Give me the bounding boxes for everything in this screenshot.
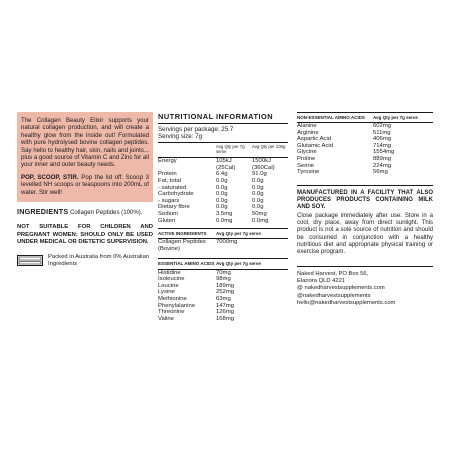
essential-amino-row <box>158 276 288 283</box>
nutrition-title: NUTRITIONAL INFORMATION <box>158 112 288 124</box>
nutrition-row-name: Dietary fibre <box>158 204 190 211</box>
nutrition-row <box>158 218 288 225</box>
origin-statement <box>17 254 153 268</box>
nonessential-amino-row-name: Glutamic Acid <box>297 142 334 149</box>
essential-amino-row-name: Histidine <box>158 269 181 276</box>
nonessential-amino-row-serve: 889mg <box>373 156 392 163</box>
nonessential-amino-table <box>297 112 433 176</box>
origin-text: Packed in Australia from 0% Australian Ingredients <box>48 254 150 268</box>
nutrition-row-name: Energy <box>158 158 177 165</box>
nutrition-row-serve: 0.0g <box>216 197 228 204</box>
essential-amino-row-serve: 168mg <box>216 315 235 322</box>
nutrition-row <box>158 171 288 178</box>
nonessential-amino-header <box>297 113 433 123</box>
nonessential-col-header: Avg Qty per 7g serve <box>373 115 418 120</box>
nutrition-row-serve: 3.5mg <box>216 210 233 217</box>
essential-amino-table <box>158 258 288 322</box>
nutrition-row <box>158 158 288 172</box>
nutrition-row-per100: 1500kJ (360Cal) <box>252 158 275 171</box>
essential-amino-row-serve: 70mg <box>216 269 231 276</box>
essential-amino-row <box>158 316 288 323</box>
essential-amino-row-name: Methionine <box>158 295 187 302</box>
nonessential-amino-row <box>297 136 433 143</box>
essential-amino-row <box>158 289 288 296</box>
nonessential-amino-row-name: Tyrosine <box>297 169 320 176</box>
nonessential-amino-row-serve: 1554mg <box>373 149 395 156</box>
warning-text: NOT SUITABLE FOR CHILDREN AND PREGNANT WOMEN: SHOULD ONLY BE USED UNDER MEDICAL OR DIETETIC SUPERVISION. <box>17 224 153 245</box>
nonessential-amino-row-serve: 224mg <box>373 162 392 169</box>
active-row-serve: 7000mg <box>216 239 238 246</box>
nonessential-amino-row <box>297 130 433 137</box>
nutrition-row <box>158 211 288 218</box>
nonessential-amino-row <box>297 123 433 130</box>
instagram-handle[interactable]: @nakedharvestsupplements <box>297 292 371 299</box>
nonessential-amino-row <box>297 169 433 176</box>
essential-amino-row-name: Leucine <box>158 282 179 289</box>
essential-heading: ESSENTIAL AMINO ACIDS <box>158 261 215 267</box>
nutrition-row-name: - sugars <box>158 197 180 204</box>
nutrition-table <box>158 143 288 224</box>
nonessential-amino-row <box>297 156 433 163</box>
nonessential-amino-row-name: Proline <box>297 156 316 163</box>
nutrition-row-name: Fat, total <box>158 178 181 184</box>
nutrition-row-serve: 0.0g <box>216 178 228 184</box>
nutrition-row-name: Sodium <box>158 210 178 217</box>
nutrition-row <box>158 178 288 185</box>
nutrition-row-serve: 0.0g <box>216 204 228 211</box>
company-address <box>297 266 433 308</box>
left-column <box>17 112 153 268</box>
serving-info <box>158 126 288 143</box>
nutrition-panel <box>158 112 288 322</box>
nutrition-row-name: Protein <box>158 171 177 178</box>
nonessential-amino-row-name: Aspartic Acid <box>297 136 332 143</box>
active-row <box>158 239 288 253</box>
essential-amino-row <box>158 269 288 276</box>
active-col-header: Avg Qty per 7g serve <box>216 231 261 237</box>
address-line-1: Naked Harvest, PO Box 56, <box>297 270 369 277</box>
nutrition-row-serve: 0.0g <box>216 184 228 191</box>
nutrition-row <box>158 191 288 198</box>
nutrition-row-per100: 0.0g <box>252 204 264 211</box>
essential-amino-row <box>158 303 288 310</box>
nutrition-row-per100: 50mg <box>252 210 267 217</box>
essential-amino-row-serve: 126mg <box>216 309 235 316</box>
nonessential-amino-row <box>297 163 433 170</box>
nonessential-amino-row-serve: 602mg <box>373 123 392 130</box>
ingredients <box>17 208 153 216</box>
nutrition-row-per100: 0.0g <box>252 197 264 204</box>
nutrition-row <box>158 204 288 211</box>
essential-amino-row-name: Lysine <box>158 289 175 296</box>
nonessential-amino-row-name: Serine <box>297 162 315 169</box>
nutrition-row-per100: 0.0mg <box>252 217 269 224</box>
essential-amino-row-name: Valine <box>158 315 174 322</box>
nutrition-table-header <box>158 143 288 157</box>
nutrition-row-name: Carbohydrate <box>158 191 194 198</box>
nonessential-amino-row-name: Glycine <box>297 149 317 156</box>
nutrition-row-per100: 0.0g <box>252 184 264 191</box>
nutrition-row-serve: 0.0g <box>216 191 228 198</box>
header-per-100g: Avg Qty per 100g <box>252 144 286 150</box>
nonessential-amino-row-serve: 56mg <box>373 169 388 176</box>
email-link[interactable]: hello@nakedharvestsupplements.com <box>297 300 396 307</box>
essential-amino-row-serve: 98mg <box>216 276 231 283</box>
nonessential-amino-row <box>297 143 433 150</box>
nutrition-row <box>158 198 288 205</box>
nonessential-amino-row-serve: 714mg <box>373 142 392 149</box>
care-instructions: Close package immediately after use. Store in a cool, dry place, away from direct sunlight. This product is not a sole source of nutrition and should be consumed in conjunction with a healthy nutritious diet and appropriate physical training or exercise program. <box>297 212 433 256</box>
nonessential-heading: NON-ESSENTIAL AMINO ACIDS <box>297 115 365 120</box>
directions <box>21 174 149 196</box>
nutrition-row-name: - saturated <box>158 184 187 191</box>
nutrition-row-per100: 0.0g <box>252 191 264 198</box>
essential-amino-row-name: Threonine <box>158 309 185 316</box>
nutrition-row-per100: 91.0g <box>252 171 267 178</box>
nonessential-amino-row <box>297 149 433 156</box>
essential-amino-row-name: Isoleucine <box>158 276 185 283</box>
essential-amino-row-serve: 63mg <box>216 295 231 302</box>
nonessential-amino-row-serve: 511mg <box>373 129 391 136</box>
nutrition-row-serve: 0.0mg <box>216 217 233 224</box>
nutrition-row-name: Gluten <box>158 217 176 224</box>
website-link[interactable]: @ nakedharvestsupplements.com <box>297 285 385 292</box>
address-line-2: Elanora QLD 4221 <box>297 277 346 284</box>
active-ingredients-table <box>158 228 288 252</box>
active-heading: ACTIVE INGREDIENTS <box>158 231 207 237</box>
essential-amino-header <box>158 259 288 269</box>
essential-amino-row-serve: 147mg <box>216 302 235 309</box>
directions-heading: POP, SCOOP, STIR. <box>21 173 79 181</box>
ingredients-text: Collagen Peptides (100%). <box>70 209 143 217</box>
essential-amino-row <box>158 283 288 290</box>
nutrition-row <box>158 185 288 192</box>
right-column <box>297 112 433 308</box>
essential-amino-row <box>158 309 288 316</box>
ingredients-heading: INGREDIENTS <box>17 207 69 217</box>
nutrition-row-serve: 105kJ (25Cal) <box>216 158 236 171</box>
nutrition-row-per100: 0.0g <box>252 178 264 184</box>
essential-col-header: Avg Qty per 7g serve <box>216 261 261 267</box>
nonessential-amino-row-name: Alanine <box>297 123 317 130</box>
active-ingredients-header <box>158 229 288 239</box>
header-per-serve: Avg Qty per 7g serve <box>216 144 245 155</box>
manufacture-statement: MANUFACTURED IN A FACILITY THAT ALSO PRODUCES PRODUCTS CONTAINING MILK AND SOY. <box>297 185 433 212</box>
nonessential-amino-row-name: Arginine <box>297 129 319 136</box>
nonessential-amino-row-serve: 406mg <box>373 136 392 143</box>
intro-panel <box>17 112 153 202</box>
directions-body: Pop the lid off. Scoop 3 levelled NH scoops or teaspoons into 200mL of water. Stir well! <box>21 173 150 196</box>
servings-per-package: Servings per package: 25.7 <box>158 126 234 133</box>
serving-size: Serving size: 7g <box>158 133 203 141</box>
nutrition-row-serve: 6.4g <box>216 171 228 178</box>
active-row-name: Collagen Peptides (Bovine) <box>158 239 206 252</box>
essential-amino-row <box>158 296 288 303</box>
australian-origin-bar-icon <box>17 255 43 266</box>
intro-body: The Collagen Beauty Elixir supports your natural collagen production, and will create a healthy glow from the inside out! Formulated with pure hydrolysed bovine collagen peptides. Say hello to healthy hair, skin, nails and joints... plus a good source of Vitamin C and Zinc for all your inner and outer beauty needs. <box>21 117 149 169</box>
essential-amino-row-serve: 189mg <box>216 282 235 289</box>
essential-amino-row-name: Phenylalanine <box>158 302 196 309</box>
essential-amino-row-serve: 252mg <box>216 289 235 296</box>
